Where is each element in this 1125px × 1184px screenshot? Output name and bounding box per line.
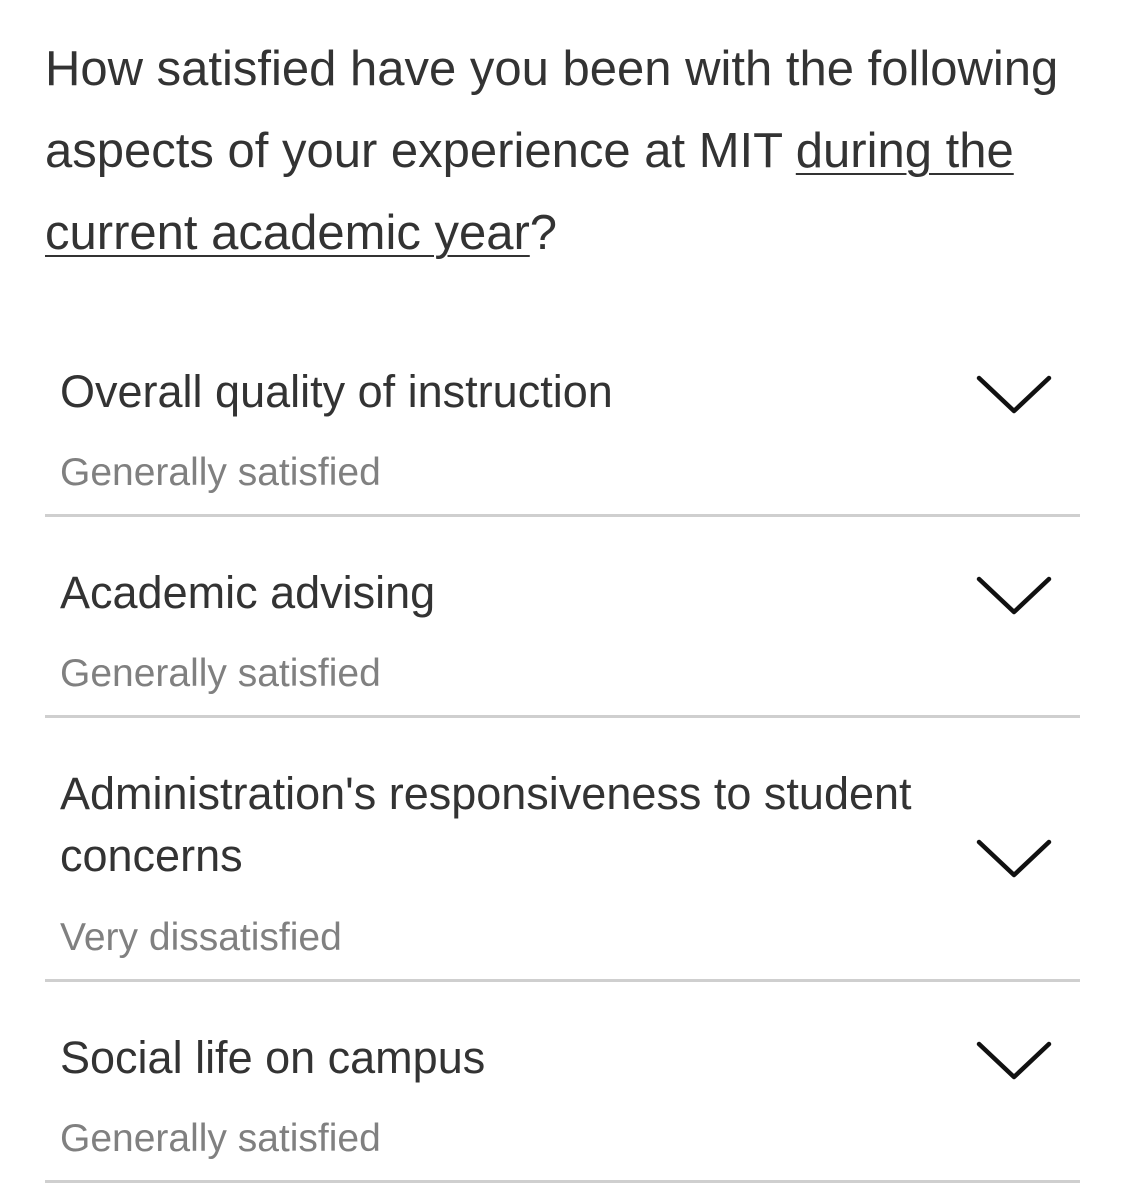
- select-item-social-life[interactable]: [45, 1006, 1080, 1183]
- select-item-instruction[interactable]: [45, 340, 1080, 517]
- question-text: How satisfied have you been with the following aspects of your experience at MIT: [45, 42, 1059, 178]
- chevron-down-icon[interactable]: [976, 575, 1052, 617]
- chevron-down-icon[interactable]: [976, 1040, 1052, 1082]
- item-selected-value: Very dissatisfied: [60, 916, 342, 959]
- question-emphasis: during the current academic year: [45, 124, 1014, 260]
- select-item-advising[interactable]: [45, 541, 1080, 718]
- item-label: Academic advising: [60, 567, 436, 618]
- item-selected-value: Generally satisfied: [60, 652, 381, 695]
- chevron-down-icon[interactable]: [976, 374, 1052, 416]
- survey-question: [45, 28, 1085, 274]
- item-label: Administration's responsiveness to student concerns: [60, 768, 912, 881]
- question-suffix: ?: [529, 206, 558, 260]
- item-label: Social life on campus: [60, 1032, 486, 1083]
- item-selected-value: Generally satisfied: [60, 1117, 381, 1160]
- chevron-down-icon[interactable]: [976, 838, 1052, 880]
- select-item-administration[interactable]: [45, 742, 1080, 982]
- item-label: Overall quality of instruction: [60, 366, 613, 417]
- item-selected-value: Generally satisfied: [60, 451, 381, 494]
